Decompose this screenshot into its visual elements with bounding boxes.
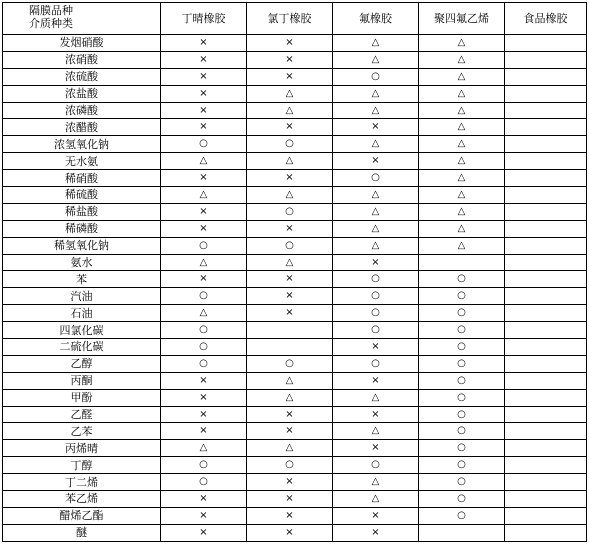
rating-cell-ptfe: ○ xyxy=(419,355,505,372)
rating-cell-neoprene: △ xyxy=(247,153,333,170)
medium-name-cell: 浓盐酸 xyxy=(3,85,161,102)
rating-cell-neoprene: × xyxy=(247,474,333,491)
table-row xyxy=(3,440,587,457)
rating-cell-fluororubber: △ xyxy=(333,102,419,119)
rating-cell-neoprene: ○ xyxy=(247,136,333,153)
medium-name-cell: 乙苯 xyxy=(3,423,161,440)
rating-cell-nitrile: △ xyxy=(161,153,247,170)
rating-cell-fluororubber: △ xyxy=(333,237,419,254)
medium-name-cell: 醚 xyxy=(3,524,161,541)
rating-cell-fluororubber: × xyxy=(333,524,419,541)
medium-name-cell: 甲酚 xyxy=(3,389,161,406)
table-row xyxy=(3,35,587,52)
rating-cell-nitrile: × xyxy=(161,119,247,136)
rating-cell-nitrile: △ xyxy=(161,187,247,204)
rating-cell-nitrile: × xyxy=(161,372,247,389)
rating-cell-fluororubber: × xyxy=(333,372,419,389)
medium-name-cell: 稀盐酸 xyxy=(3,203,161,220)
rating-cell-food-rubber xyxy=(505,153,587,170)
rating-cell-food-rubber xyxy=(505,170,587,187)
rating-cell-neoprene xyxy=(247,322,333,339)
table-row xyxy=(3,119,587,136)
rating-cell-nitrile: △ xyxy=(161,440,247,457)
rating-cell-neoprene: × xyxy=(247,305,333,322)
rating-cell-neoprene: × xyxy=(247,524,333,541)
rating-cell-fluororubber: × xyxy=(333,254,419,271)
rating-cell-neoprene: △ xyxy=(247,187,333,204)
rating-cell-nitrile: × xyxy=(161,203,247,220)
rating-cell-fluororubber: ○ xyxy=(333,68,419,85)
rating-cell-food-rubber xyxy=(505,85,587,102)
table-row xyxy=(3,474,587,491)
rating-cell-ptfe: ○ xyxy=(419,271,505,288)
medium-name-cell: 丁二烯 xyxy=(3,474,161,491)
rating-cell-nitrile: ○ xyxy=(161,457,247,474)
column-header-neoprene: 氯丁橡胶 xyxy=(247,3,333,35)
table-row xyxy=(3,457,587,474)
rating-cell-ptfe: △ xyxy=(419,35,505,52)
rating-cell-neoprene: × xyxy=(247,507,333,524)
rating-cell-ptfe: △ xyxy=(419,85,505,102)
rating-cell-food-rubber xyxy=(505,474,587,491)
rating-cell-nitrile: × xyxy=(161,220,247,237)
rating-cell-ptfe: ○ xyxy=(419,288,505,305)
medium-name-cell: 丙烯晴 xyxy=(3,440,161,457)
rating-cell-food-rubber xyxy=(505,237,587,254)
table-row xyxy=(3,423,587,440)
rating-cell-neoprene: × xyxy=(247,288,333,305)
rating-cell-neoprene: ○ xyxy=(247,355,333,372)
rating-cell-neoprene: × xyxy=(247,406,333,423)
rating-cell-fluororubber: × xyxy=(333,339,419,356)
rating-cell-neoprene: ○ xyxy=(247,457,333,474)
rating-cell-food-rubber xyxy=(505,339,587,356)
rating-cell-food-rubber xyxy=(505,457,587,474)
rating-cell-fluororubber: △ xyxy=(333,187,419,204)
rating-cell-nitrile: ○ xyxy=(161,237,247,254)
rating-cell-food-rubber xyxy=(505,51,587,68)
table-row xyxy=(3,322,587,339)
medium-name-cell: 汽油 xyxy=(3,288,161,305)
medium-name-cell: 浓硫酸 xyxy=(3,68,161,85)
column-header-fluororubber: 氟橡胶 xyxy=(333,3,419,35)
rating-cell-nitrile: × xyxy=(161,85,247,102)
rating-cell-food-rubber xyxy=(505,68,587,85)
medium-name-cell: 氨水 xyxy=(3,254,161,271)
rating-cell-neoprene: ○ xyxy=(247,237,333,254)
rating-cell-food-rubber xyxy=(505,254,587,271)
rating-cell-ptfe: △ xyxy=(419,187,505,204)
rating-cell-ptfe: △ xyxy=(419,119,505,136)
rating-cell-fluororubber: × xyxy=(333,406,419,423)
rating-cell-food-rubber xyxy=(505,507,587,524)
rating-cell-fluororubber: ○ xyxy=(333,170,419,187)
rating-cell-nitrile: △ xyxy=(161,254,247,271)
rating-cell-nitrile: × xyxy=(161,271,247,288)
rating-cell-ptfe: ○ xyxy=(419,457,505,474)
rating-cell-neoprene: × xyxy=(247,271,333,288)
rating-cell-nitrile: × xyxy=(161,35,247,52)
rating-cell-food-rubber xyxy=(505,440,587,457)
rating-cell-ptfe: ○ xyxy=(419,305,505,322)
rating-cell-fluororubber: × xyxy=(333,119,419,136)
table-row xyxy=(3,68,587,85)
medium-name-cell: 乙醇 xyxy=(3,355,161,372)
table-row xyxy=(3,51,587,68)
rating-cell-neoprene: × xyxy=(247,35,333,52)
rating-cell-food-rubber xyxy=(505,524,587,541)
rating-cell-food-rubber xyxy=(505,136,587,153)
medium-name-cell: 苯乙烯 xyxy=(3,491,161,508)
rating-cell-nitrile: × xyxy=(161,406,247,423)
rating-cell-nitrile: ○ xyxy=(161,136,247,153)
rating-cell-food-rubber xyxy=(505,491,587,508)
table-row xyxy=(3,187,587,204)
rating-cell-nitrile: × xyxy=(161,389,247,406)
table-row xyxy=(3,389,587,406)
table-row xyxy=(3,220,587,237)
rating-cell-neoprene: △ xyxy=(247,254,333,271)
rating-cell-fluororubber: △ xyxy=(333,423,419,440)
rating-cell-neoprene: △ xyxy=(247,389,333,406)
table-row xyxy=(3,85,587,102)
medium-name-cell: 浓硝酸 xyxy=(3,51,161,68)
rating-cell-food-rubber xyxy=(505,423,587,440)
rating-cell-ptfe: △ xyxy=(419,170,505,187)
column-header-nitrile: 丁晴橡胶 xyxy=(161,3,247,35)
rating-cell-fluororubber: ○ xyxy=(333,288,419,305)
rating-cell-nitrile: × xyxy=(161,524,247,541)
rating-cell-nitrile: ○ xyxy=(161,339,247,356)
rating-cell-nitrile: × xyxy=(161,491,247,508)
rating-cell-fluororubber: △ xyxy=(333,136,419,153)
rating-cell-nitrile: ○ xyxy=(161,288,247,305)
rating-cell-ptfe: ○ xyxy=(419,474,505,491)
rating-cell-fluororubber: △ xyxy=(333,203,419,220)
rating-cell-nitrile: × xyxy=(161,423,247,440)
rating-cell-nitrile: △ xyxy=(161,305,247,322)
rating-cell-fluororubber: × xyxy=(333,507,419,524)
corner-label-medium: 介质种类 xyxy=(29,17,73,30)
rating-cell-ptfe: △ xyxy=(419,68,505,85)
rating-cell-food-rubber xyxy=(505,288,587,305)
medium-name-cell: 醋烯乙酯 xyxy=(3,507,161,524)
rating-cell-nitrile: × xyxy=(161,507,247,524)
rating-cell-neoprene: × xyxy=(247,491,333,508)
rating-cell-ptfe: ○ xyxy=(419,372,505,389)
rating-cell-food-rubber xyxy=(505,305,587,322)
table-row xyxy=(3,524,587,541)
column-header-food-rubber: 食品橡胶 xyxy=(505,3,587,35)
medium-name-cell: 乙醛 xyxy=(3,406,161,423)
rating-cell-fluororubber: ○ xyxy=(333,271,419,288)
rating-cell-ptfe xyxy=(419,254,505,271)
corner-label-diaphragm: 隔膜品种 xyxy=(29,4,73,17)
medium-name-cell: 二硫化碳 xyxy=(3,339,161,356)
rating-cell-neoprene xyxy=(247,339,333,356)
rating-cell-food-rubber xyxy=(505,271,587,288)
rating-cell-fluororubber: △ xyxy=(333,491,419,508)
rating-cell-food-rubber xyxy=(505,389,587,406)
rating-cell-neoprene: × xyxy=(247,423,333,440)
table-row xyxy=(3,288,587,305)
medium-name-cell: 四氯化碳 xyxy=(3,322,161,339)
table-row xyxy=(3,372,587,389)
medium-name-cell: 苯 xyxy=(3,271,161,288)
table-row xyxy=(3,136,587,153)
rating-cell-neoprene: × xyxy=(247,170,333,187)
column-header-ptfe: 聚四氟乙烯 xyxy=(419,3,505,35)
rating-cell-fluororubber: △ xyxy=(333,474,419,491)
rating-cell-food-rubber xyxy=(505,220,587,237)
rating-cell-fluororubber: ○ xyxy=(333,305,419,322)
rating-cell-neoprene: △ xyxy=(247,102,333,119)
table-row xyxy=(3,102,587,119)
table-row xyxy=(3,406,587,423)
rating-cell-food-rubber xyxy=(505,322,587,339)
rating-cell-ptfe: △ xyxy=(419,136,505,153)
rating-cell-food-rubber xyxy=(505,187,587,204)
compatibility-table xyxy=(2,2,587,542)
table-row xyxy=(3,153,587,170)
rating-cell-ptfe: ○ xyxy=(419,322,505,339)
rating-cell-ptfe: △ xyxy=(419,237,505,254)
rating-cell-ptfe: △ xyxy=(419,153,505,170)
medium-name-cell: 浓磷酸 xyxy=(3,102,161,119)
rating-cell-ptfe: ○ xyxy=(419,389,505,406)
rating-cell-fluororubber: ○ xyxy=(333,355,419,372)
rating-cell-ptfe: ○ xyxy=(419,406,505,423)
rating-cell-neoprene: △ xyxy=(247,372,333,389)
rating-cell-ptfe: ○ xyxy=(419,491,505,508)
table-row xyxy=(3,170,587,187)
rating-cell-fluororubber: △ xyxy=(333,389,419,406)
table-row xyxy=(3,339,587,356)
medium-name-cell: 发烟硝酸 xyxy=(3,35,161,52)
rating-cell-food-rubber xyxy=(505,35,587,52)
rating-cell-fluororubber: △ xyxy=(333,220,419,237)
table-body xyxy=(3,35,587,542)
medium-name-cell: 无水氨 xyxy=(3,153,161,170)
rating-cell-nitrile: × xyxy=(161,51,247,68)
rating-cell-neoprene: × xyxy=(247,68,333,85)
rating-cell-nitrile: × xyxy=(161,68,247,85)
rating-cell-neoprene: △ xyxy=(247,85,333,102)
medium-name-cell: 丙酮 xyxy=(3,372,161,389)
medium-name-cell: 浓氢氧化钠 xyxy=(3,136,161,153)
medium-name-cell: 浓醋酸 xyxy=(3,119,161,136)
rating-cell-nitrile: × xyxy=(161,102,247,119)
medium-name-cell: 石油 xyxy=(3,305,161,322)
medium-name-cell: 稀磷酸 xyxy=(3,220,161,237)
rating-cell-food-rubber xyxy=(505,355,587,372)
rating-cell-neoprene: × xyxy=(247,119,333,136)
rating-cell-fluororubber: × xyxy=(333,440,419,457)
table-row xyxy=(3,271,587,288)
medium-name-cell: 稀氢氧化钠 xyxy=(3,237,161,254)
table-row xyxy=(3,254,587,271)
rating-cell-fluororubber: △ xyxy=(333,85,419,102)
rating-cell-neoprene: × xyxy=(247,220,333,237)
rating-cell-ptfe: ○ xyxy=(419,440,505,457)
rating-cell-ptfe: △ xyxy=(419,102,505,119)
table-row xyxy=(3,491,587,508)
rating-cell-fluororubber: △ xyxy=(333,35,419,52)
rating-cell-nitrile: × xyxy=(161,170,247,187)
corner-header-cell xyxy=(3,3,161,35)
medium-name-cell: 丁醇 xyxy=(3,457,161,474)
rating-cell-neoprene: × xyxy=(247,51,333,68)
table-row xyxy=(3,203,587,220)
rating-cell-nitrile: ○ xyxy=(161,322,247,339)
header-row xyxy=(3,3,587,35)
rating-cell-food-rubber xyxy=(505,406,587,423)
rating-cell-food-rubber xyxy=(505,102,587,119)
rating-cell-food-rubber xyxy=(505,372,587,389)
rating-cell-neoprene: ○ xyxy=(247,203,333,220)
rating-cell-ptfe: ○ xyxy=(419,507,505,524)
rating-cell-nitrile: ○ xyxy=(161,474,247,491)
rating-cell-food-rubber xyxy=(505,203,587,220)
table-row xyxy=(3,305,587,322)
table-row xyxy=(3,507,587,524)
rating-cell-nitrile: ○ xyxy=(161,355,247,372)
rating-cell-fluororubber: ○ xyxy=(333,322,419,339)
rating-cell-fluororubber: × xyxy=(333,153,419,170)
medium-name-cell: 稀硫酸 xyxy=(3,187,161,204)
table-row xyxy=(3,237,587,254)
rating-cell-fluororubber: ○ xyxy=(333,457,419,474)
rating-cell-ptfe: ○ xyxy=(419,423,505,440)
rating-cell-ptfe: △ xyxy=(419,203,505,220)
rating-cell-ptfe xyxy=(419,524,505,541)
rating-cell-food-rubber xyxy=(505,119,587,136)
rating-cell-neoprene: △ xyxy=(247,440,333,457)
medium-name-cell: 稀硝酸 xyxy=(3,170,161,187)
rating-cell-ptfe: △ xyxy=(419,220,505,237)
table-row xyxy=(3,355,587,372)
rating-cell-ptfe: ○ xyxy=(419,339,505,356)
rating-cell-fluororubber: △ xyxy=(333,51,419,68)
rating-cell-ptfe: △ xyxy=(419,51,505,68)
